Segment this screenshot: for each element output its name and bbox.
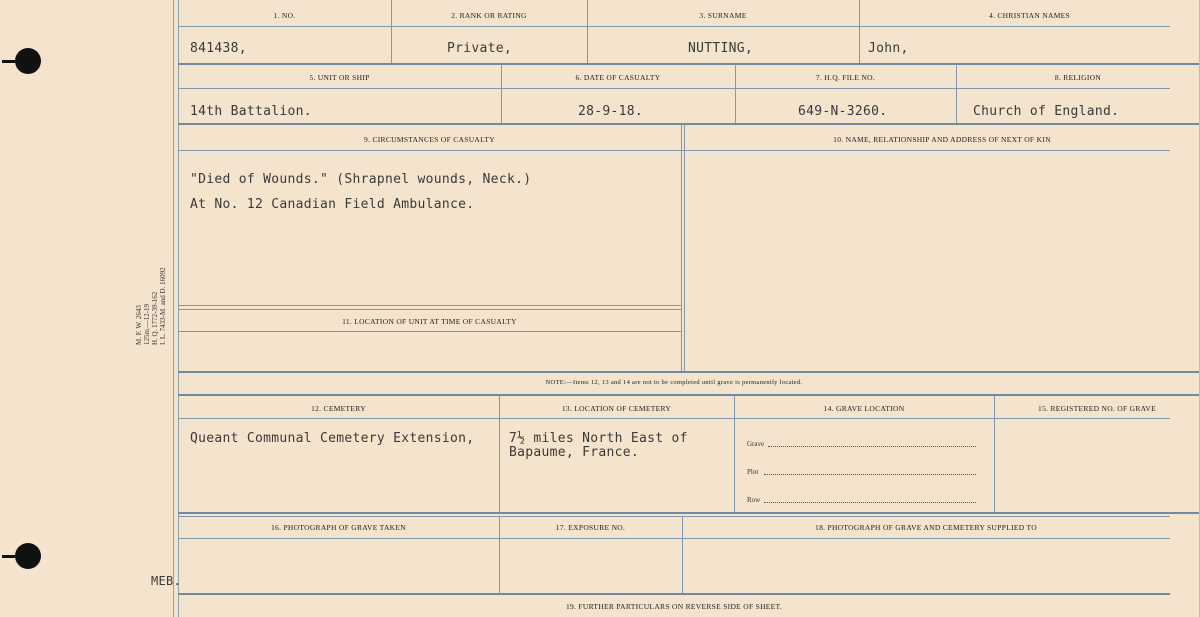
row1-divider-3 <box>859 0 860 63</box>
row16-top-rule <box>178 516 1170 517</box>
note-text: NOTE:—Items 12, 13 and 14 are not to be completed until grave is permanently located. <box>545 379 803 386</box>
margin-print-line1: M. F. W. 2643 <box>135 305 143 345</box>
row-dotted-line <box>764 502 976 503</box>
row1-bottom-rule <box>178 63 1200 65</box>
row12-divider-3 <box>994 396 995 512</box>
label-date: 6. DATE OF CASUALTY <box>575 73 661 82</box>
row3-divider-outer <box>681 124 682 372</box>
margin-line-left <box>173 0 174 617</box>
value-circumstances-line2: At No. 12 Canadian Field Ambulance. <box>190 197 475 212</box>
label-no: 1. NO. <box>273 11 296 20</box>
row1-divider-1 <box>391 0 392 63</box>
value-no: 841438, <box>190 41 247 56</box>
row12-bottom-rule <box>178 512 1200 514</box>
value-unit: 14th Battalion. <box>190 104 312 119</box>
initials: MEB. <box>151 574 182 588</box>
value-cemetery-location-line1: 7½ miles North East of <box>509 431 688 446</box>
footer-top-rule <box>178 593 1170 595</box>
label-circumstances: 9. CIRCUMSTANCES OF CASUALTY <box>364 135 495 144</box>
row1-divider-2 <box>587 0 588 63</box>
label-hq-file: 7. H.Q. FILE NO. <box>815 73 876 82</box>
label-photograph-supplied: 18. PHOTOGRAPH OF GRAVE AND CEMETERY SUPPLIED TO <box>815 523 1037 532</box>
label-religion: 8. RELIGION <box>1054 73 1102 82</box>
label-christian-names: 4. CHRISTIAN NAMES <box>988 11 1071 20</box>
label-grave: Grave <box>747 440 765 448</box>
label-photograph-taken: 16. PHOTOGRAPH OF GRAVE TAKEN <box>271 523 406 532</box>
label-row: Row <box>747 496 761 504</box>
row2-bottom-rule <box>178 123 1200 125</box>
value-surname: NUTTING, <box>688 41 754 56</box>
value-date: 28-9-18. <box>578 104 644 119</box>
value-rank: Private, <box>447 41 513 56</box>
value-hq-file: 649-N-3260. <box>798 104 888 119</box>
punch-hole-top-tick <box>2 60 16 63</box>
label-next-of-kin: 10. NAME, RELATIONSHIP AND ADDRESS OF NEXT OF KIN <box>833 135 1051 144</box>
label-unit: 5. UNIT OR SHIP <box>309 73 370 82</box>
value-circumstances-line1: "Died of Wounds." (Shrapnel wounds, Neck.) <box>190 172 532 187</box>
row1-header-rule <box>178 26 1170 27</box>
note-bottom-rule <box>178 394 1200 396</box>
punch-hole-bottom <box>15 543 41 569</box>
row12-divider-1 <box>499 396 500 512</box>
plot-dotted-line <box>764 474 976 475</box>
label-plot: Plot <box>747 468 759 476</box>
label-cemetery: 12. CEMETERY <box>311 404 366 413</box>
row11-top-rule-2 <box>178 309 681 310</box>
label-exposure-no: 17. EXPOSURE NO. <box>555 523 626 532</box>
row16-header-rule <box>178 538 1170 539</box>
label-grave-location: 14. GRAVE LOCATION <box>823 404 905 413</box>
label-further-particulars: 19. FURTHER PARTICULARS ON REVERSE SIDE OF SHEET. <box>565 602 783 611</box>
value-christian-names: John, <box>868 41 909 56</box>
value-cemetery-location-line2: Bapaume, France. <box>509 445 640 460</box>
row12-header-rule <box>178 418 1170 419</box>
row11-header-rule <box>178 331 681 332</box>
label-cemetery-location: 13. LOCATION OF CEMETERY <box>561 404 672 413</box>
grave-dotted-line <box>768 446 976 447</box>
label-rank: 2. RANK OR RATING <box>451 11 527 20</box>
margin-print-line3: H. Q. 1772-39-162 <box>151 291 159 345</box>
value-cemetery: Queant Communal Cemetery Extension, <box>190 431 475 446</box>
row2-header-rule <box>178 88 1170 89</box>
row11-top-rule <box>178 305 681 306</box>
row12-divider-2 <box>734 396 735 512</box>
label-surname: 3. SURNAME <box>699 11 747 20</box>
row3-divider-inner <box>684 124 685 372</box>
row3-header-rule <box>178 150 1170 151</box>
value-religion: Church of England. <box>973 104 1120 119</box>
margin-print-line2: 125m.—12-19 <box>143 303 151 345</box>
note-top-rule <box>178 371 1200 373</box>
margin-print <box>135 267 167 345</box>
punch-hole-top <box>15 48 41 74</box>
label-registered-no: 15. REGISTERED NO. OF GRAVE <box>1038 404 1156 413</box>
punch-hole-bottom-tick <box>2 555 16 558</box>
label-location-of-unit: 11. LOCATION OF UNIT AT TIME OF CASUALTY <box>342 317 517 326</box>
margin-print-line4: I. L. 7433-M. and D. 16092 <box>159 267 167 345</box>
